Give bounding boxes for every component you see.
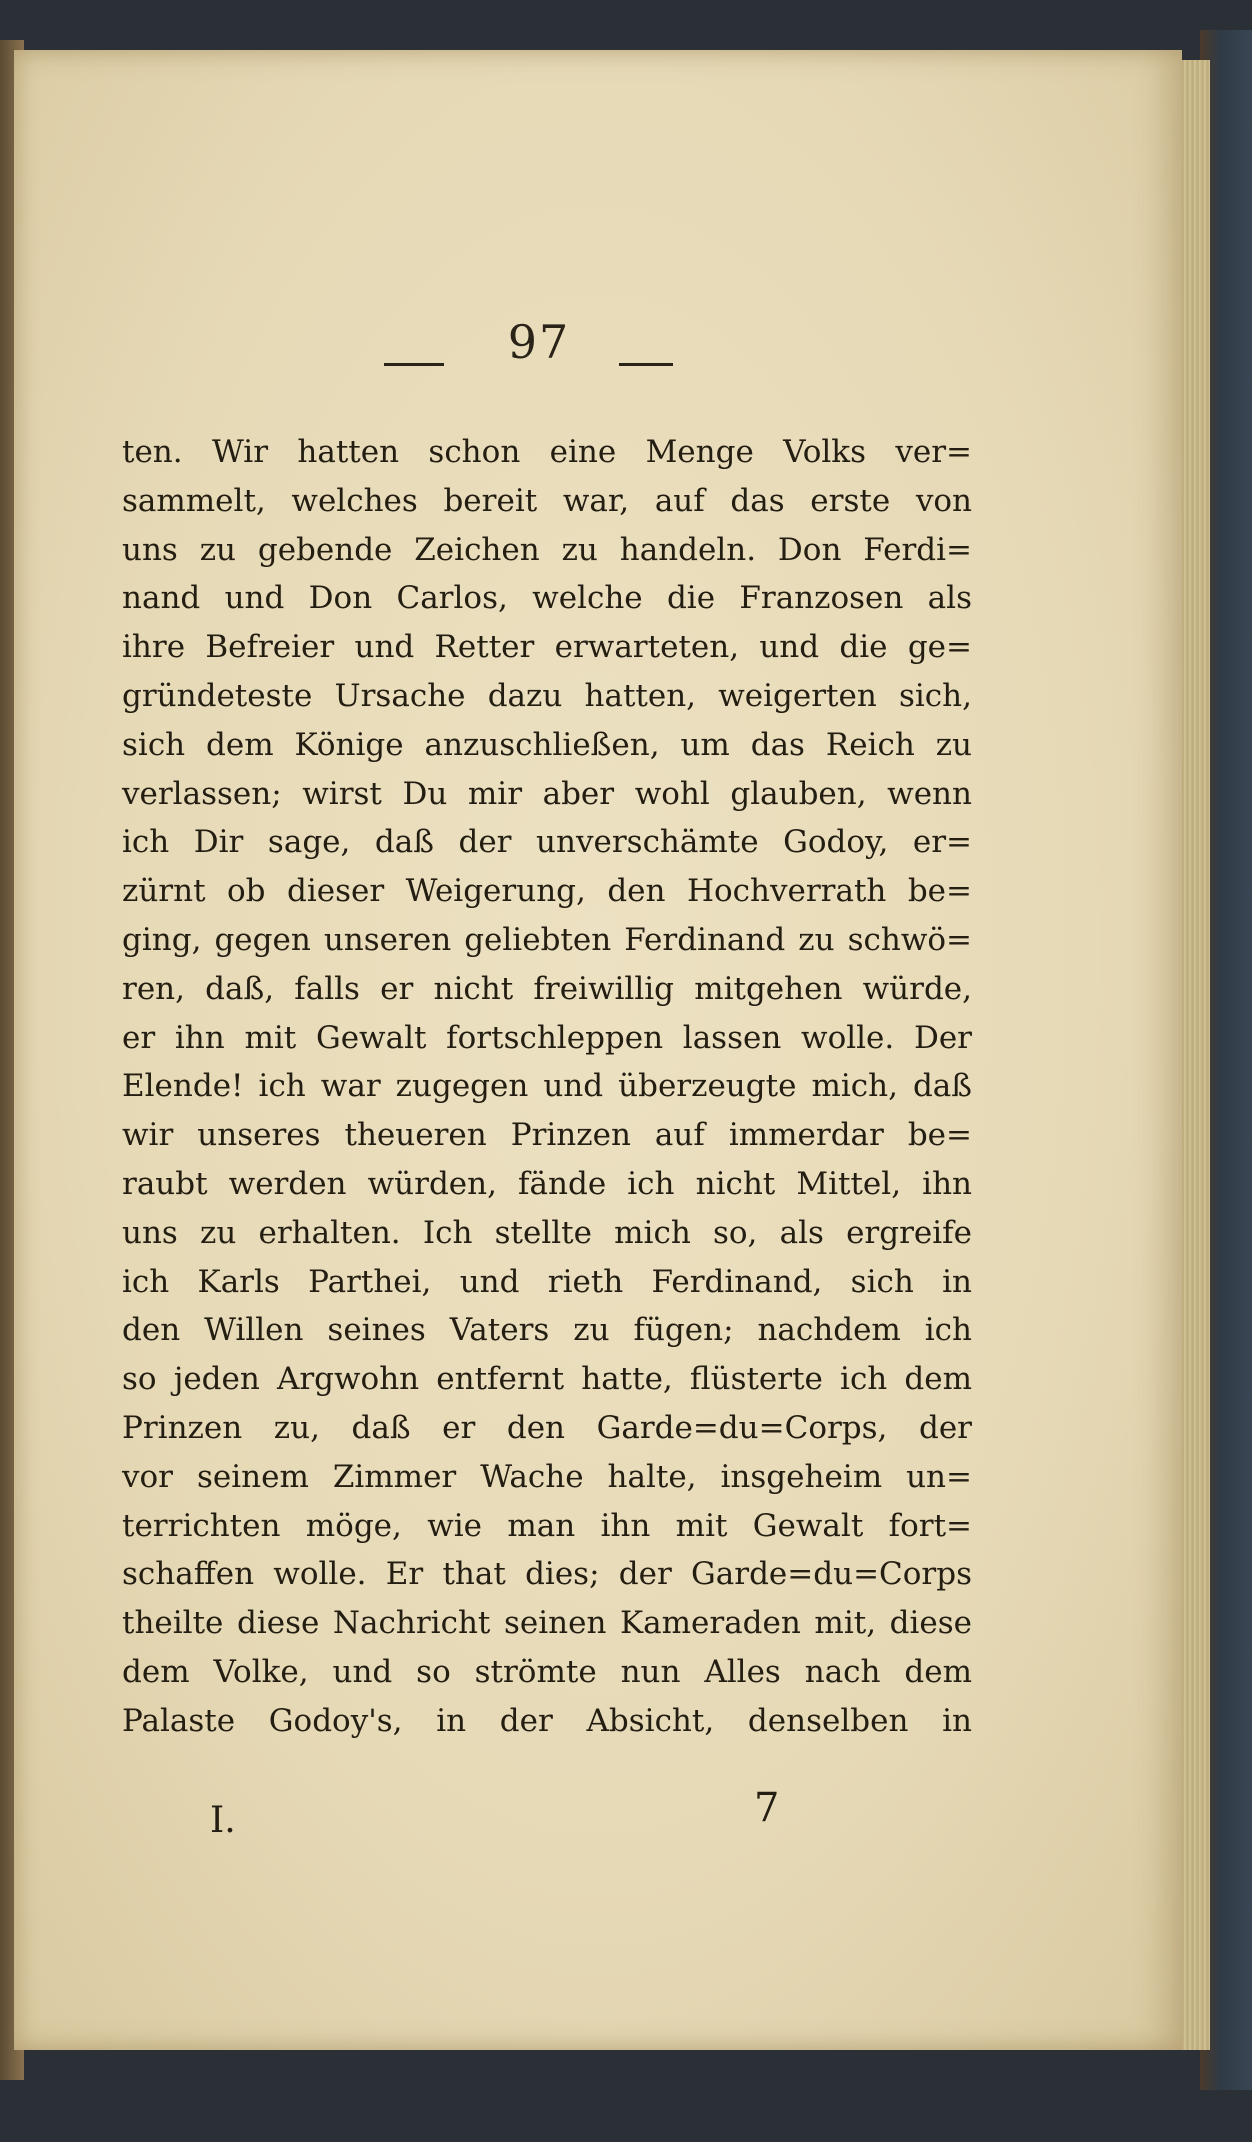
text-line: schaffen wolle. Er that dies; der Garde=du=Corps (122, 1556, 972, 1593)
text-line: sammelt, welches bereit war, auf das erste von (122, 482, 972, 519)
text-line: Prinzen zu, daß er den Garde=du=Corps, der (122, 1409, 972, 1446)
text-line: Palaste Godoy's, in der Absicht, denselben in (122, 1702, 972, 1739)
text-line: terrichten möge, wie man ihn mit Gewalt fort= (122, 1507, 972, 1544)
text-line: dem Volke, und so strömte nun Alles nach dem (122, 1653, 972, 1690)
text-line: ten. Wir hatten schon eine Menge Volks ver= (122, 434, 972, 470)
text-line: verlassen; wirst Du mir aber wohl glauben, wenn (122, 775, 972, 812)
header-dash-right (619, 363, 673, 366)
text-line: wir unseres theueren Prinzen auf immerdar be= (122, 1117, 972, 1154)
text-line: raubt werden würden, fände ich nicht Mittel, ihn (122, 1165, 972, 1202)
book-page (14, 50, 1182, 2050)
text-line: ich Karls Parthei, und rieth Ferdinand, sich in (122, 1263, 972, 1300)
text-line: theilte diese Nachricht seinen Kameraden mit, diese (122, 1605, 972, 1642)
text-line: ihre Befreier und Retter erwarteten, und die ge= (122, 629, 972, 666)
text-line: ren, daß, falls er nicht freiwillig mitgehen würde, (122, 970, 972, 1007)
header-dash-left (384, 363, 444, 366)
page-header (14, 275, 1182, 369)
text-line: uns zu erhalten. Ich stellte mich so, als ergreife (122, 1214, 972, 1251)
text-line: nand und Don Carlos, welche die Franzosen als (122, 580, 972, 617)
text-line: er ihn mit Gewalt fortschleppen lassen wolle. Der (122, 1019, 972, 1056)
text-line: gründeteste Ursache dazu hatten, weigerten sich, (122, 677, 972, 714)
page-number: 97 (507, 315, 571, 369)
text-line: sich dem Könige anzuschließen, um das Reich zu (122, 726, 972, 763)
text-line: zürnt ob dieser Weigerung, den Hochverrath be= (122, 873, 972, 910)
text-line: Elende! ich war zugegen und überzeugte mich, daß (122, 1068, 972, 1105)
text-line: so jeden Argwohn entfernt hatte, flüsterte ich dem (122, 1361, 972, 1398)
signature-mark: I. (210, 1800, 236, 1841)
body-text (122, 428, 972, 1746)
text-line: uns zu gebende Zeichen zu handeln. Don Ferdi= (122, 531, 972, 568)
text-line: den Willen seines Vaters zu fügen; nachdem ich (122, 1312, 972, 1349)
catchword: 7 (754, 1785, 780, 1831)
text-line: ich Dir sage, daß der unverschämte Godoy, er= (122, 824, 972, 861)
text-line: vor seinem Zimmer Wache halte, insgeheim un= (122, 1458, 972, 1495)
text-line: ging, gegen unseren geliebten Ferdinand zu schwö= (122, 921, 972, 958)
